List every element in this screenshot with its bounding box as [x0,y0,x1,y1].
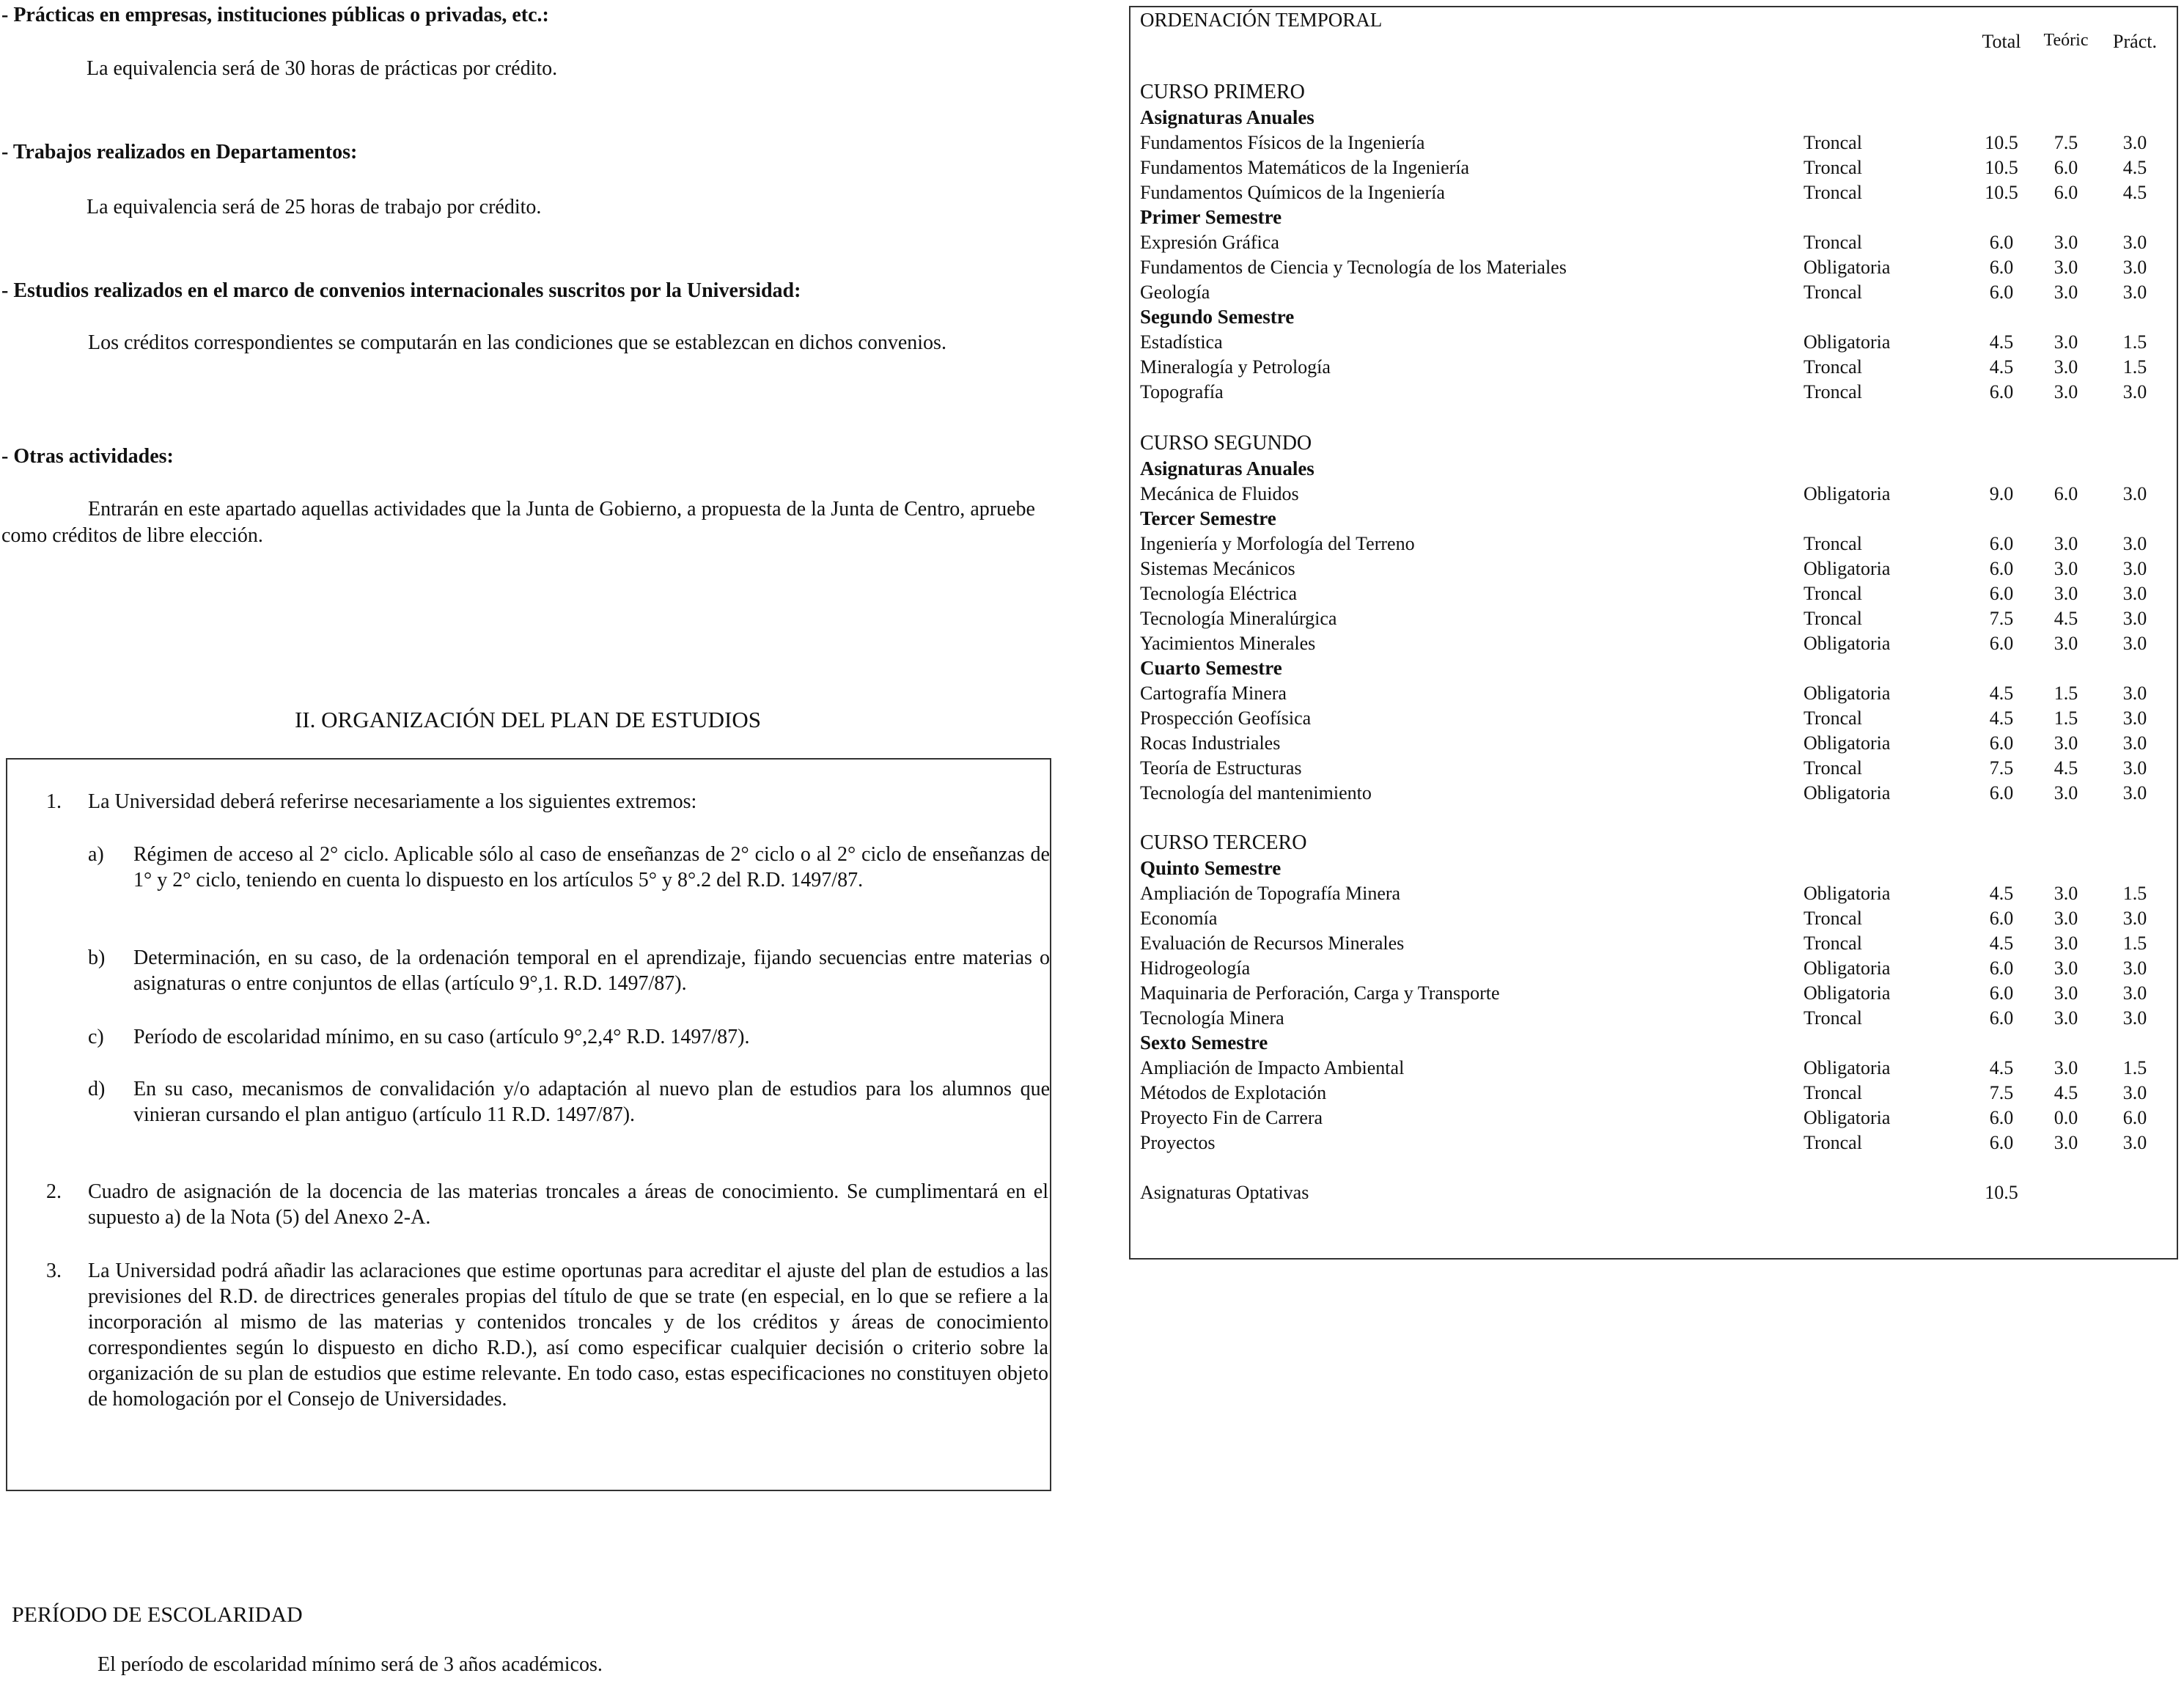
subject-name: Mecánica de Fluidos [1140,483,1299,504]
subject-type: Obligatoria [1804,732,1891,754]
subject-practice-credits: 1.5 [2122,883,2147,904]
subject-type: Troncal [1804,1132,1862,1153]
subject-practice-credits: 3.0 [2122,533,2147,554]
subject-theory-credits: 3.0 [2054,883,2078,904]
subject-total-credits: 6.0 [1989,558,2014,579]
subject-total-credits: 6.0 [1989,1132,2014,1153]
subject-type: Troncal [1804,583,1862,604]
subject-theory-credits: 3.0 [2054,933,2078,954]
subject-name: Sistemas Mecánicos [1140,558,1295,579]
subject-row [1130,230,2180,255]
subject-theory-credits: 3.0 [2054,633,2078,654]
subject-name: Hidrogeología [1140,957,1251,979]
subject-type: Obligatoria [1804,982,1891,1004]
subject-theory-credits: 3.0 [2054,381,2078,402]
optativas-total: 10.5 [1985,1182,2018,1203]
subject-theory-credits: 1.5 [2054,683,2078,704]
subject-name: Yacimientos Minerales [1140,633,1316,654]
subject-practice-credits: 3.0 [2122,132,2147,153]
subject-practice-credits: 3.0 [2122,1007,2147,1029]
subject-total-credits: 7.5 [1989,608,2014,629]
subject-type: Troncal [1804,608,1862,629]
subject-practice-credits: 3.0 [2122,782,2147,804]
subject-total-credits: 6.0 [1989,782,2014,804]
subject-practice-credits: 3.0 [2122,957,2147,979]
subject-theory-credits: 4.5 [2054,1082,2078,1103]
subject-row [1130,681,2180,706]
subject-type: Troncal [1804,182,1862,203]
subject-name: Prospección Geofísica [1140,707,1312,729]
subject-total-credits: 7.5 [1989,1082,2014,1103]
subject-practice-credits: 3.0 [2122,608,2147,629]
subject-practice-credits: 3.0 [2122,282,2147,303]
subject-theory-credits: 3.0 [2054,331,2078,353]
optativas-row [1130,1180,2180,1205]
subject-type: Obligatoria [1804,683,1891,704]
subject-type: Obligatoria [1804,483,1891,504]
column-header-pract: Práct. [2113,31,2157,52]
subject-row [1130,731,2180,756]
subject-practice-credits: 3.0 [2122,633,2147,654]
subject-row [1130,180,2180,205]
subject-practice-credits: 3.0 [2122,707,2147,729]
subject-total-credits: 6.0 [1989,732,2014,754]
subject-row [1130,355,2180,380]
subject-theory-credits: 3.0 [2054,1132,2078,1153]
subject-row [1130,1106,2180,1130]
subject-name: Tecnología Mineralúrgica [1140,608,1337,629]
subject-total-credits: 10.5 [1985,132,2018,153]
subject-name: Ingeniería y Morfología del Terreno [1140,533,1415,554]
subject-total-credits: 4.5 [1989,1057,2014,1078]
subject-theory-credits: 3.0 [2054,732,2078,754]
section-heading-estudios: - Estudios realizados en el marco de convenios internacionales suscritos por la Universidad: [1,279,801,302]
subject-theory-credits: 3.0 [2054,356,2078,378]
subject-theory-credits: 4.5 [2054,608,2078,629]
semester-heading: Quinto Semestre [1140,857,1282,879]
subject-name: Tecnología Minera [1140,1007,1284,1029]
subject-type: Troncal [1804,132,1862,153]
subject-name: Ampliación de Impacto Ambiental [1140,1057,1405,1078]
subject-name: Proyecto Fin de Carrera [1140,1107,1323,1128]
subject-practice-credits: 3.0 [2122,483,2147,504]
subject-name: Fundamentos de Ciencia y Tecnología de los Materiales [1140,257,1567,278]
organization-requirements-box [6,758,1051,1491]
subject-total-credits: 6.0 [1989,1007,2014,1029]
semester-heading: Tercer Semestre [1140,507,1276,529]
subject-practice-credits: 1.5 [2122,933,2147,954]
course-title: CURSO SEGUNDO [1140,432,1312,455]
subject-theory-credits: 3.0 [2054,957,2078,979]
subject-total-credits: 6.0 [1989,1107,2014,1128]
subject-total-credits: 6.0 [1989,257,2014,278]
subject-total-credits: 6.0 [1989,381,2014,402]
subject-name: Proyectos [1140,1132,1216,1153]
section-heading-trabajos: - Trabajos realizados en Departamentos: [1,141,358,163]
subject-practice-credits: 1.5 [2122,356,2147,378]
subject-row [1130,1081,2180,1106]
subject-theory-credits: 1.5 [2054,707,2078,729]
subject-row [1130,482,2180,507]
subject-type: Obligatoria [1804,331,1891,353]
subject-name: Tecnología del mantenimiento [1140,782,1372,804]
subject-row [1130,155,2180,180]
subject-practice-credits: 3.0 [2122,982,2147,1004]
subject-total-credits: 4.5 [1989,331,2014,353]
subject-type: Troncal [1804,356,1862,378]
subject-name: Mineralogía y Petrología [1140,356,1331,378]
subject-total-credits: 6.0 [1989,232,2014,253]
subject-type: Troncal [1804,908,1862,929]
subitem-label: a) [88,843,104,866]
subitem-text: Período de escolaridad mínimo, en su caso (artículo 9°,2,4° R.D. 1497/87). [133,1026,750,1048]
subject-theory-credits: 4.5 [2054,757,2078,779]
subject-total-credits: 10.5 [1985,182,2018,203]
requirement-item-1 [46,789,1029,815]
subject-row [1130,706,2180,731]
requirement-item-2 [46,1179,1051,1232]
subject-total-credits: 4.5 [1989,707,2014,729]
subitem-label: d) [88,1078,106,1100]
subject-type: Troncal [1804,381,1862,402]
requirement-number: 3. [46,1260,62,1282]
semester-heading: Asignaturas Anuales [1140,457,1315,479]
subject-row [1130,1006,2180,1031]
subject-type: Obligatoria [1804,633,1891,654]
plan-section-title: II. ORGANIZACIÓN DEL PLAN DE ESTUDIOS [294,707,761,732]
subject-type: Troncal [1804,533,1862,554]
subject-theory-credits: 3.0 [2054,533,2078,554]
subject-total-credits: 4.5 [1989,356,2014,378]
subject-total-credits: 4.5 [1989,933,2014,954]
subitem-text: En su caso, mecanismos de convalidación y/o adaptación al nuevo plan de estudios para los alumnos que vinieran cursando el plan antiguo (artículo 11 R.D. 1497/87). [133,1078,1050,1126]
subject-name: Rocas Industriales [1140,732,1281,754]
semester-heading: Primer Semestre [1140,206,1282,228]
subject-row [1130,255,2180,280]
left-column [0,0,1056,1684]
requirement-text: La Universidad podrá añadir las aclaraciones que estime oportunas para acreditar el ajuste del plan de estudios a las previsiones del R.D. de directrices generales propias del título de que se trate (en especial, en lo que se refiere a la incorporación al mismo de las materias y contenidos troncales y de los créditos y áreas de conocimiento correspondientes según lo dispuesto en dicho R.D.), así como especificar cualquier decisión o criterio sobre la organización de su plan de estudios que estime relevante. En todo caso, estas especificaciones no constituyen objeto de homologación por el Consejo de Universidades. [88,1260,1048,1411]
subject-total-credits: 6.0 [1989,908,2014,929]
subject-row [1130,781,2180,806]
subject-type: Troncal [1804,282,1862,303]
subject-theory-credits: 3.0 [2054,782,2078,804]
subject-type: Obligatoria [1804,1107,1891,1128]
subject-practice-credits: 3.0 [2122,381,2147,402]
subject-row [1130,906,2180,931]
section-body-trabajos: La equivalencia será de 25 horas de trabajo por crédito. [87,196,542,218]
subject-practice-credits: 1.5 [2122,331,2147,353]
subject-theory-credits: 0.0 [2054,1107,2078,1128]
subject-row [1130,330,2180,355]
subject-row [1130,931,2180,956]
periodo-heading: PERÍODO DE ESCOLARIDAD [12,1603,303,1627]
subject-name: Maquinaria de Perforación, Carga y Transporte [1140,982,1500,1004]
semester-heading: Sexto Semestre [1140,1032,1268,1054]
subject-total-credits: 9.0 [1989,483,2014,504]
subject-type: Obligatoria [1804,257,1891,278]
subject-practice-credits: 3.0 [2122,757,2147,779]
schedule-title: ORDENACIÓN TEMPORAL [1140,9,1383,31]
subject-row [1130,1130,2180,1155]
subject-name: Fundamentos Físicos de la Ingeniería [1140,132,1425,153]
subject-total-credits: 6.0 [1989,982,2014,1004]
semester-heading: Asignaturas Anuales [1140,106,1315,128]
subject-row [1130,956,2180,981]
subject-row [1130,756,2180,781]
subject-row [1130,380,2180,405]
subject-type: Obligatoria [1804,1057,1891,1078]
subitem-label: b) [88,946,106,969]
subject-practice-credits: 3.0 [2122,583,2147,604]
subitem-label: c) [88,1026,104,1048]
subject-type: Obligatoria [1804,957,1891,979]
subject-total-credits: 4.5 [1989,883,2014,904]
column-header-total: Total [1982,31,2021,52]
subject-name: Estadística [1140,331,1223,353]
subject-type: Troncal [1804,232,1862,253]
subject-theory-credits: 7.5 [2054,132,2078,153]
ordenacion-temporal-box [1129,6,2178,1260]
subject-total-credits: 6.0 [1989,957,2014,979]
requirement-text: La Universidad deberá referirse necesariamente a los siguientes extremos: [88,790,697,813]
subject-theory-credits: 3.0 [2054,583,2078,604]
subject-name: Geología [1140,282,1210,303]
subject-name: Cartografía Minera [1140,683,1287,704]
subject-practice-credits: 3.0 [2122,732,2147,754]
subject-theory-credits: 3.0 [2054,232,2078,253]
subject-type: Obligatoria [1804,883,1891,904]
column-header-teoric: Teóric [2043,31,2089,50]
subject-total-credits: 6.0 [1989,282,2014,303]
subject-theory-credits: 6.0 [2054,182,2078,203]
subject-row [1130,881,2180,906]
subject-type: Troncal [1804,933,1862,954]
subject-row [1130,280,2180,305]
subject-theory-credits: 6.0 [2054,483,2078,504]
subject-practice-credits: 3.0 [2122,232,2147,253]
subject-theory-credits: 3.0 [2054,1007,2078,1029]
section-heading-otras: - Otras actividades: [1,445,174,468]
subject-practice-credits: 4.5 [2122,182,2147,203]
section-body-practicas: La equivalencia será de 30 horas de prácticas por crédito. [87,57,558,80]
requirement-subitem-d [88,1076,1056,1129]
subject-row [1130,606,2180,631]
subject-total-credits: 6.0 [1989,583,2014,604]
course-title: CURSO PRIMERO [1140,81,1305,103]
requirement-text: Cuadro de asignación de la docencia de las materias troncales a áreas de conocimiento. Se cumplimentará en el supuesto a) de la Nota (5) del Anexo 2-A. [88,1180,1048,1229]
requirement-subitem-c [88,1024,1056,1051]
subject-name: Fundamentos Matemáticos de la Ingeniería [1140,157,1470,178]
subject-total-credits: 6.0 [1989,633,2014,654]
requirement-subitem-a [88,842,1056,921]
section-body-otras: Entrarán en este apartado aquellas actividades que la Junta de Gobierno, a propuesta de la Junta de Centro, apruebe como créditos de libre elección. [1,498,1035,547]
subject-theory-credits: 6.0 [2054,157,2078,178]
subject-theory-credits: 3.0 [2054,558,2078,579]
requirement-item-3 [46,1258,1051,1449]
subject-type: Troncal [1804,1007,1862,1029]
subject-type: Troncal [1804,757,1862,779]
subject-name: Teoría de Estructuras [1140,757,1302,779]
subject-name: Fundamentos Químicos de la Ingeniería [1140,182,1445,203]
periodo-text: El período de escolaridad mínimo será de 3 años académicos. [98,1653,603,1676]
subject-practice-credits: 3.0 [2122,558,2147,579]
subject-practice-credits: 3.0 [2122,1082,2147,1103]
subject-row [1130,1056,2180,1081]
subject-practice-credits: 4.5 [2122,157,2147,178]
semester-heading: Segundo Semestre [1140,306,1295,328]
subject-theory-credits: 3.0 [2054,908,2078,929]
subject-theory-credits: 3.0 [2054,282,2078,303]
requirement-number: 1. [46,790,62,813]
subject-practice-credits: 3.0 [2122,1132,2147,1153]
subject-row [1130,130,2180,155]
subject-practice-credits: 1.5 [2122,1057,2147,1078]
subject-practice-credits: 6.0 [2122,1107,2147,1128]
subject-name: Ampliación de Topografía Minera [1140,883,1401,904]
subject-row [1130,532,2180,556]
subject-theory-credits: 3.0 [2054,982,2078,1004]
subject-theory-credits: 3.0 [2054,1057,2078,1078]
subject-practice-credits: 3.0 [2122,683,2147,704]
subject-name: Métodos de Explotación [1140,1082,1327,1103]
requirement-subitem-b [88,945,1056,998]
subject-row [1130,556,2180,581]
subject-total-credits: 10.5 [1985,157,2018,178]
subject-name: Economía [1140,908,1218,929]
optativas-label: Asignaturas Optativas [1140,1182,1309,1203]
semester-heading: Cuarto Semestre [1140,657,1282,679]
subject-name: Tecnología Eléctrica [1140,583,1298,604]
subject-type: Troncal [1804,707,1862,729]
subject-theory-credits: 3.0 [2054,257,2078,278]
subject-type: Obligatoria [1804,782,1891,804]
subject-name: Topografía [1140,381,1224,402]
subject-practice-credits: 3.0 [2122,908,2147,929]
subject-name: Evaluación de Recursos Minerales [1140,933,1405,954]
section-heading-practicas: - Prácticas en empresas, instituciones públicas o privadas, etc.: [1,4,549,26]
subject-type: Obligatoria [1804,558,1891,579]
subject-total-credits: 6.0 [1989,533,2014,554]
subject-row [1130,981,2180,1006]
subject-total-credits: 4.5 [1989,683,2014,704]
subject-row [1130,631,2180,656]
subitem-text: Determinación, en su caso, de la ordenación temporal en el aprendizaje, fijando secuencias entre materias o asignaturas o entre conjuntos de ellas (artículo 9°,1. R.D. 1497/87). [133,946,1050,995]
course-title: CURSO TERCERO [1140,831,1307,854]
subject-practice-credits: 3.0 [2122,257,2147,278]
subject-type: Troncal [1804,157,1862,178]
section-body-estudios: Los créditos correspondientes se computarán en las condiciones que se establezcan en dichos convenios. [88,331,946,354]
subject-row [1130,581,2180,606]
subject-type: Troncal [1804,1082,1862,1103]
subject-total-credits: 7.5 [1989,757,2014,779]
requirement-number: 2. [46,1180,62,1203]
subject-name: Expresión Gráfica [1140,232,1279,253]
subitem-text: Régimen de acceso al 2° ciclo. Aplicable sólo al caso de enseñanzas de 2° ciclo o al 2° ciclo de enseñanzas de 1° y 2° ciclo, teniendo en cuenta lo dispuesto en los artículos 5° y 8°.2 del R.D. 1497/87. [133,843,1050,891]
